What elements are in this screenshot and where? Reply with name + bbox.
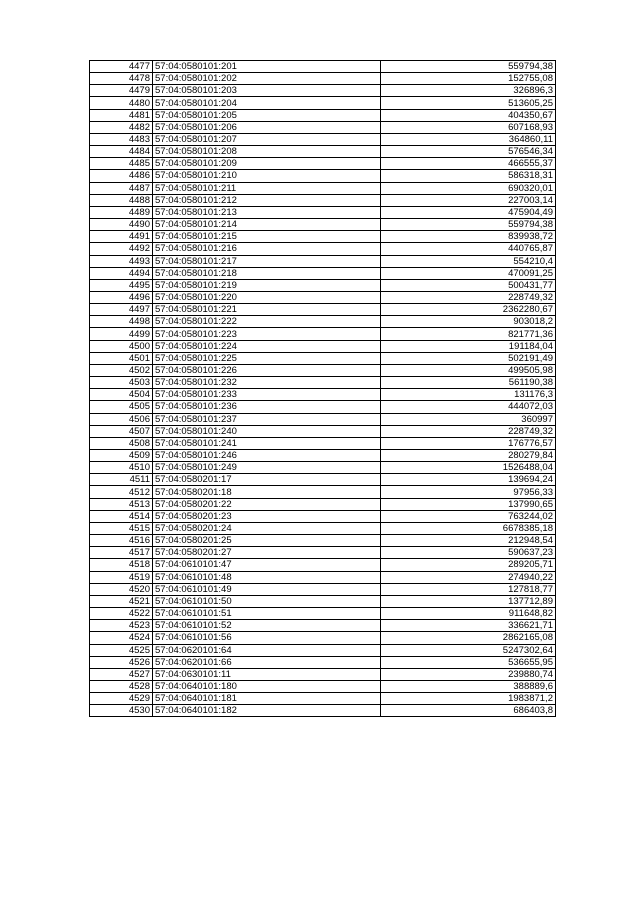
value-cell: 2362280,67 (381, 304, 556, 316)
cadastral-number-cell: 57:04:0580201:23 (153, 510, 381, 522)
value-cell: 586318,31 (381, 170, 556, 182)
table-row (90, 316, 556, 328)
cadastral-number-cell: 57:04:0580101:217 (153, 255, 381, 267)
cadastral-number-cell: 57:04:0610101:49 (153, 583, 381, 595)
row-number-cell: 4501 (90, 352, 153, 364)
cadastral-number-cell: 57:04:0580101:204 (153, 97, 381, 109)
value-cell: 137712,89 (381, 595, 556, 607)
cadastral-number-cell: 57:04:0580101:236 (153, 401, 381, 413)
cadastral-value-table (89, 60, 556, 717)
cadastral-number-cell: 57:04:0580101:202 (153, 73, 381, 85)
table-body (90, 61, 556, 717)
cadastral-number-cell: 57:04:0580201:22 (153, 498, 381, 510)
cadastral-number-cell: 57:04:0580101:237 (153, 413, 381, 425)
table-row (90, 267, 556, 279)
cadastral-number-cell: 57:04:0580101:203 (153, 85, 381, 97)
value-cell: 364860,11 (381, 133, 556, 145)
table-row (90, 608, 556, 620)
value-cell: 821771,36 (381, 328, 556, 340)
table-row (90, 693, 556, 705)
row-number-cell: 4503 (90, 377, 153, 389)
table-row (90, 377, 556, 389)
table-row (90, 231, 556, 243)
cadastral-number-cell: 57:04:0580101:211 (153, 182, 381, 194)
table-row (90, 535, 556, 547)
value-cell: 336621,71 (381, 620, 556, 632)
table-row (90, 462, 556, 474)
cadastral-number-cell: 57:04:0580101:209 (153, 158, 381, 170)
row-number-cell: 4492 (90, 243, 153, 255)
value-cell: 326896,3 (381, 85, 556, 97)
cadastral-number-cell: 57:04:0640101:181 (153, 693, 381, 705)
value-cell: 513605,25 (381, 97, 556, 109)
row-number-cell: 4479 (90, 85, 153, 97)
cadastral-number-cell: 57:04:0580101:205 (153, 109, 381, 121)
value-cell: 911648,82 (381, 608, 556, 620)
cadastral-number-cell: 57:04:0580101:233 (153, 389, 381, 401)
cadastral-number-cell: 57:04:0580101:201 (153, 61, 381, 73)
cadastral-number-cell: 57:04:0580101:216 (153, 243, 381, 255)
cadastral-number-cell: 57:04:0610101:48 (153, 571, 381, 583)
value-cell: 559794,38 (381, 61, 556, 73)
table-row (90, 498, 556, 510)
value-cell: 127818,77 (381, 583, 556, 595)
row-number-cell: 4502 (90, 364, 153, 376)
table-row (90, 547, 556, 559)
value-cell: 239880,74 (381, 668, 556, 680)
table-row (90, 133, 556, 145)
row-number-cell: 4509 (90, 450, 153, 462)
value-cell: 2862165,08 (381, 632, 556, 644)
row-number-cell: 4484 (90, 146, 153, 158)
row-number-cell: 4477 (90, 61, 153, 73)
cadastral-number-cell: 57:04:0580101:218 (153, 267, 381, 279)
row-number-cell: 4528 (90, 680, 153, 692)
table-row (90, 73, 556, 85)
cadastral-number-cell: 57:04:0580101:214 (153, 219, 381, 231)
cadastral-number-cell: 57:04:0580101:223 (153, 328, 381, 340)
row-number-cell: 4486 (90, 170, 153, 182)
cadastral-number-cell: 57:04:0580101:212 (153, 194, 381, 206)
row-number-cell: 4491 (90, 231, 153, 243)
row-number-cell: 4497 (90, 304, 153, 316)
row-number-cell: 4507 (90, 425, 153, 437)
table-row (90, 243, 556, 255)
cadastral-number-cell: 57:04:0580101:226 (153, 364, 381, 376)
value-cell: 5247302,64 (381, 644, 556, 656)
table-row (90, 583, 556, 595)
value-cell: 444072,03 (381, 401, 556, 413)
table-row (90, 170, 556, 182)
value-cell: 559794,38 (381, 219, 556, 231)
row-number-cell: 4499 (90, 328, 153, 340)
value-cell: 404350,67 (381, 109, 556, 121)
row-number-cell: 4478 (90, 73, 153, 85)
cadastral-number-cell: 57:04:0580101:207 (153, 133, 381, 145)
value-cell: 1526488,04 (381, 462, 556, 474)
cadastral-number-cell: 57:04:0580101:210 (153, 170, 381, 182)
cadastral-number-cell: 57:04:0610101:56 (153, 632, 381, 644)
value-cell: 500431,77 (381, 279, 556, 291)
table-row (90, 364, 556, 376)
table-row (90, 97, 556, 109)
cadastral-number-cell: 57:04:0610101:52 (153, 620, 381, 632)
table-row (90, 474, 556, 486)
table-row (90, 656, 556, 668)
row-number-cell: 4500 (90, 340, 153, 352)
table-row (90, 219, 556, 231)
row-number-cell: 4516 (90, 535, 153, 547)
table-row (90, 620, 556, 632)
value-cell: 274940,22 (381, 571, 556, 583)
table-row (90, 644, 556, 656)
value-cell: 176776,57 (381, 437, 556, 449)
table-row (90, 328, 556, 340)
table-row (90, 559, 556, 571)
cadastral-number-cell: 57:04:0580201:17 (153, 474, 381, 486)
cadastral-number-cell: 57:04:0580101:240 (153, 425, 381, 437)
cadastral-number-cell: 57:04:0640101:180 (153, 680, 381, 692)
table-row (90, 291, 556, 303)
row-number-cell: 4496 (90, 291, 153, 303)
value-cell: 1983871,2 (381, 693, 556, 705)
row-number-cell: 4494 (90, 267, 153, 279)
cadastral-number-cell: 57:04:0580101:208 (153, 146, 381, 158)
row-number-cell: 4529 (90, 693, 153, 705)
row-number-cell: 4527 (90, 668, 153, 680)
cadastral-number-cell: 57:04:0610101:50 (153, 595, 381, 607)
cadastral-number-cell: 57:04:0580101:221 (153, 304, 381, 316)
row-number-cell: 4517 (90, 547, 153, 559)
row-number-cell: 4510 (90, 462, 153, 474)
cadastral-number-cell: 57:04:0580101:213 (153, 206, 381, 218)
row-number-cell: 4480 (90, 97, 153, 109)
table-row (90, 304, 556, 316)
table-row (90, 121, 556, 133)
cadastral-number-cell: 57:04:0630101:11 (153, 668, 381, 680)
table-row (90, 450, 556, 462)
row-number-cell: 4519 (90, 571, 153, 583)
row-number-cell: 4490 (90, 219, 153, 231)
value-cell: 554210,4 (381, 255, 556, 267)
value-cell: 388889,6 (381, 680, 556, 692)
table-row (90, 158, 556, 170)
cadastral-number-cell: 57:04:0580201:18 (153, 486, 381, 498)
cadastral-number-cell: 57:04:0580201:27 (153, 547, 381, 559)
table-row (90, 705, 556, 717)
row-number-cell: 4485 (90, 158, 153, 170)
row-number-cell: 4498 (90, 316, 153, 328)
value-cell: 536655,95 (381, 656, 556, 668)
value-cell: 191184,04 (381, 340, 556, 352)
table-row (90, 206, 556, 218)
row-number-cell: 4524 (90, 632, 153, 644)
table-row (90, 109, 556, 121)
cadastral-number-cell: 57:04:0610101:47 (153, 559, 381, 571)
value-cell: 839938,72 (381, 231, 556, 243)
value-cell: 289205,71 (381, 559, 556, 571)
cadastral-number-cell: 57:04:0580101:206 (153, 121, 381, 133)
value-cell: 6678385,18 (381, 522, 556, 534)
value-cell: 690320,01 (381, 182, 556, 194)
table-row (90, 571, 556, 583)
cadastral-number-cell: 57:04:0580101:249 (153, 462, 381, 474)
value-cell: 763244,02 (381, 510, 556, 522)
table-row (90, 437, 556, 449)
cadastral-number-cell: 57:04:0580101:241 (153, 437, 381, 449)
table-row (90, 401, 556, 413)
table-row (90, 279, 556, 291)
table-row (90, 255, 556, 267)
value-cell: 131176,3 (381, 389, 556, 401)
row-number-cell: 4506 (90, 413, 153, 425)
table-row (90, 61, 556, 73)
row-number-cell: 4512 (90, 486, 153, 498)
table-row (90, 85, 556, 97)
row-number-cell: 4520 (90, 583, 153, 595)
value-cell: 576546,34 (381, 146, 556, 158)
cadastral-number-cell: 57:04:0620101:66 (153, 656, 381, 668)
value-cell: 502191,49 (381, 352, 556, 364)
row-number-cell: 4530 (90, 705, 153, 717)
value-cell: 686403,8 (381, 705, 556, 717)
value-cell: 470091,25 (381, 267, 556, 279)
table-row (90, 146, 556, 158)
table-row (90, 632, 556, 644)
value-cell: 440765,87 (381, 243, 556, 255)
row-number-cell: 4526 (90, 656, 153, 668)
row-number-cell: 4508 (90, 437, 153, 449)
row-number-cell: 4525 (90, 644, 153, 656)
row-number-cell: 4521 (90, 595, 153, 607)
value-cell: 360997 (381, 413, 556, 425)
cadastral-number-cell: 57:04:0620101:64 (153, 644, 381, 656)
row-number-cell: 4514 (90, 510, 153, 522)
value-cell: 97956,33 (381, 486, 556, 498)
cadastral-number-cell: 57:04:0580101:219 (153, 279, 381, 291)
table-row (90, 680, 556, 692)
row-number-cell: 4482 (90, 121, 153, 133)
value-cell: 139694,24 (381, 474, 556, 486)
table-row (90, 194, 556, 206)
value-cell: 212948,54 (381, 535, 556, 547)
value-cell: 227003,14 (381, 194, 556, 206)
table-row (90, 486, 556, 498)
table-row (90, 413, 556, 425)
table-row (90, 352, 556, 364)
value-cell: 499505,98 (381, 364, 556, 376)
value-cell: 590637,23 (381, 547, 556, 559)
row-number-cell: 4487 (90, 182, 153, 194)
value-cell: 466555,37 (381, 158, 556, 170)
row-number-cell: 4505 (90, 401, 153, 413)
value-cell: 903018,2 (381, 316, 556, 328)
row-number-cell: 4481 (90, 109, 153, 121)
cadastral-number-cell: 57:04:0580201:25 (153, 535, 381, 547)
row-number-cell: 4518 (90, 559, 153, 571)
cadastral-number-cell: 57:04:0580101:224 (153, 340, 381, 352)
cadastral-number-cell: 57:04:0580101:215 (153, 231, 381, 243)
cadastral-number-cell: 57:04:0580101:222 (153, 316, 381, 328)
value-cell: 607168,93 (381, 121, 556, 133)
cadastral-number-cell: 57:04:0580101:220 (153, 291, 381, 303)
cadastral-number-cell: 57:04:0580101:232 (153, 377, 381, 389)
table-row (90, 668, 556, 680)
row-number-cell: 4493 (90, 255, 153, 267)
value-cell: 475904,49 (381, 206, 556, 218)
row-number-cell: 4488 (90, 194, 153, 206)
table-row (90, 425, 556, 437)
table-row (90, 522, 556, 534)
value-cell: 228749,32 (381, 291, 556, 303)
row-number-cell: 4523 (90, 620, 153, 632)
row-number-cell: 4495 (90, 279, 153, 291)
cadastral-number-cell: 57:04:0580101:246 (153, 450, 381, 462)
table-row (90, 595, 556, 607)
row-number-cell: 4483 (90, 133, 153, 145)
row-number-cell: 4504 (90, 389, 153, 401)
row-number-cell: 4515 (90, 522, 153, 534)
cadastral-number-cell: 57:04:0610101:51 (153, 608, 381, 620)
row-number-cell: 4511 (90, 474, 153, 486)
value-cell: 561190,38 (381, 377, 556, 389)
row-number-cell: 4489 (90, 206, 153, 218)
table-row (90, 182, 556, 194)
table-row (90, 510, 556, 522)
table-row (90, 389, 556, 401)
table-row (90, 340, 556, 352)
row-number-cell: 4513 (90, 498, 153, 510)
value-cell: 137990,65 (381, 498, 556, 510)
value-cell: 228749,32 (381, 425, 556, 437)
value-cell: 152755,08 (381, 73, 556, 85)
cadastral-number-cell: 57:04:0580101:225 (153, 352, 381, 364)
row-number-cell: 4522 (90, 608, 153, 620)
cadastral-number-cell: 57:04:0580201:24 (153, 522, 381, 534)
value-cell: 280279,84 (381, 450, 556, 462)
cadastral-number-cell: 57:04:0640101:182 (153, 705, 381, 717)
